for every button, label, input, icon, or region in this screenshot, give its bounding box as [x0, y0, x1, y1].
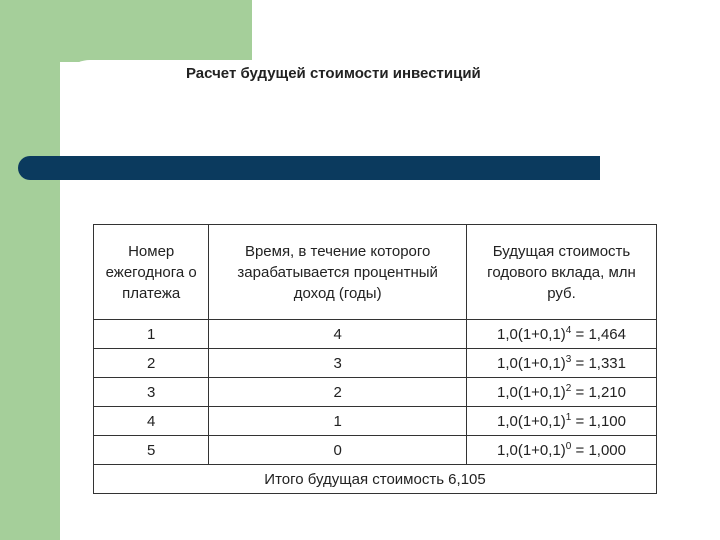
cell-future-value: [466, 436, 656, 465]
formula-result: = 1,464: [571, 325, 626, 343]
total-future-value: Итого будущая стоимость 6,105: [94, 465, 657, 494]
cell-years: 3: [209, 349, 467, 378]
formula-result: = 1,210: [571, 383, 626, 401]
table-total-row: [94, 465, 657, 494]
cell-future-value: [466, 378, 656, 407]
formula-result: = 1,000: [571, 441, 626, 459]
cell-future-value: [466, 349, 656, 378]
table-row: [94, 349, 657, 378]
cell-years: 2: [209, 378, 467, 407]
formula-exponent: 1: [565, 411, 572, 423]
table-row: [94, 320, 657, 349]
formula-base: 1,0(1+0,1): [496, 325, 566, 343]
cell-number: 2: [94, 349, 209, 378]
formula-result: = 1,331: [571, 354, 626, 372]
formula-exponent: 2: [565, 382, 572, 394]
formula-exponent: 4: [565, 324, 572, 336]
table-row: [94, 407, 657, 436]
formula-base: 1,0(1+0,1): [496, 412, 566, 430]
table-header-row: [94, 225, 657, 320]
slide-title: Расчет будущей стоимости инвестиций: [186, 65, 481, 82]
cell-number: 5: [94, 436, 209, 465]
cell-years: 1: [209, 407, 467, 436]
cell-number: 1: [94, 320, 209, 349]
formula-exponent: 3: [565, 353, 572, 365]
formula-base: 1,0(1+0,1): [496, 441, 566, 459]
investment-table: [93, 224, 657, 494]
formula-base: 1,0(1+0,1): [496, 383, 566, 401]
cell-years: 0: [209, 436, 467, 465]
table-row: [94, 436, 657, 465]
title-divider-bar: [18, 156, 600, 180]
cell-number: 4: [94, 407, 209, 436]
cell-future-value: [466, 407, 656, 436]
formula-base: 1,0(1+0,1): [496, 354, 566, 372]
green-left-strip: [0, 0, 60, 540]
cell-future-value: [466, 320, 656, 349]
header-years: Время, в течение которого зарабатывается процентный доход (годы): [209, 225, 467, 320]
header-future-value: Будущая стоимость годового вклада, млн руб.: [466, 225, 656, 320]
header-payment-number: Номер ежегоднога о платежа: [94, 225, 209, 320]
table-row: [94, 378, 657, 407]
cell-number: 3: [94, 378, 209, 407]
cell-years: 4: [209, 320, 467, 349]
formula-exponent: 0: [565, 440, 572, 452]
formula-result: = 1,100: [571, 412, 626, 430]
